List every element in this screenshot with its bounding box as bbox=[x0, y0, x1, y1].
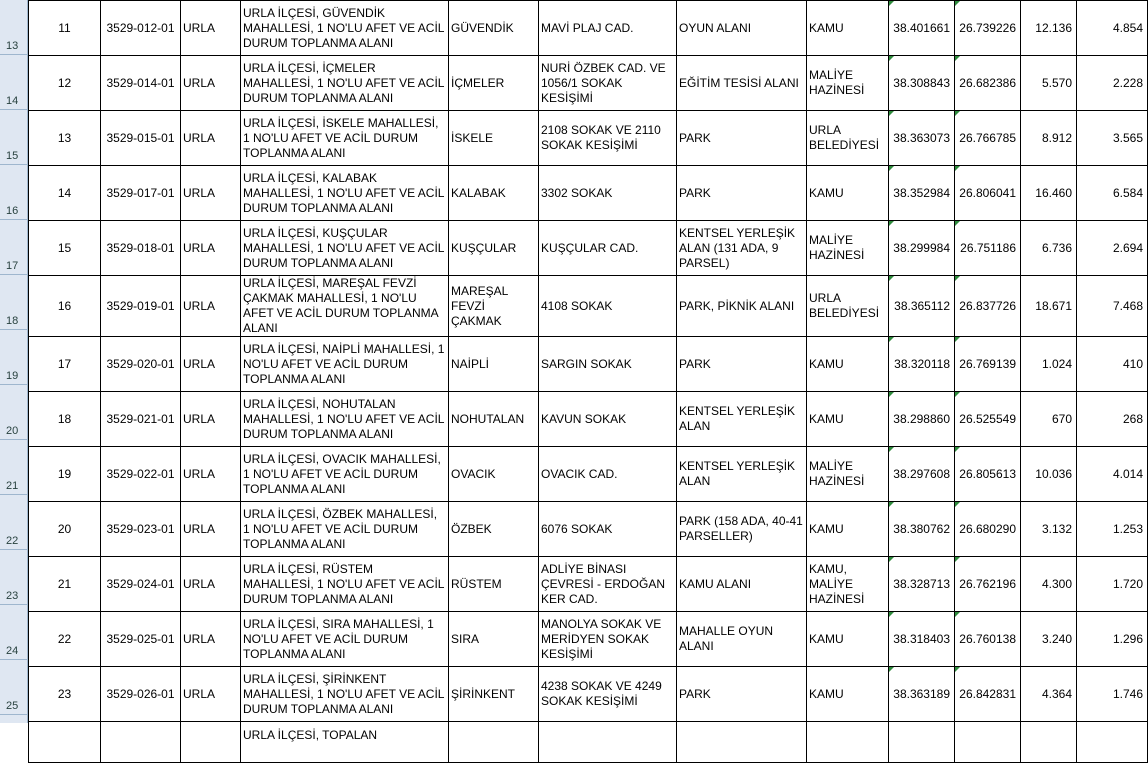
cell-neighborhood[interactable]: MAREŞAL FEVZİ ÇAKMAK bbox=[449, 276, 539, 337]
row-number: 20 bbox=[6, 425, 19, 437]
cell-owner[interactable]: KAMU bbox=[807, 612, 889, 667]
cell-no[interactable]: 14 bbox=[29, 166, 101, 221]
cell-longitude[interactable]: 26.760138 bbox=[955, 612, 1021, 667]
cell-latitude[interactable]: 38.380762 bbox=[889, 502, 955, 557]
cell-capacity[interactable]: 2.228 bbox=[1077, 56, 1148, 111]
cell-district[interactable]: URLA bbox=[181, 447, 241, 502]
cell-owner[interactable]: MALİYE HAZİNESİ bbox=[807, 56, 889, 111]
cell-name[interactable]: URLA İLÇESİ, GÜVENDİK MAHALLESİ, 1 NO'LU AFET VE ACİL DURUM TOPLANMA ALANI bbox=[241, 1, 449, 56]
cell-latitude[interactable]: 38.363189 bbox=[889, 667, 955, 722]
row-header[interactable] bbox=[0, 330, 27, 385]
cell-address[interactable]: KUŞÇULAR CAD. bbox=[539, 221, 677, 276]
cell-area[interactable]: 10.036 bbox=[1021, 447, 1077, 502]
cell-district[interactable]: URLA bbox=[181, 392, 241, 447]
cell-neighborhood[interactable]: İÇMELER bbox=[449, 56, 539, 111]
cell-capacity[interactable]: 4.854 bbox=[1077, 1, 1148, 56]
cell-longitude[interactable]: 26.842831 bbox=[955, 667, 1021, 722]
cell-neighborhood[interactable]: NAİPLİ bbox=[449, 337, 539, 392]
cell-neighborhood[interactable]: NOHUTALAN bbox=[449, 392, 539, 447]
cell-longitude[interactable]: 26.682386 bbox=[955, 56, 1021, 111]
cell-no[interactable]: 13 bbox=[29, 111, 101, 166]
cell-type[interactable]: MAHALLE OYUN ALANI bbox=[677, 612, 807, 667]
cell-district[interactable]: URLA bbox=[181, 276, 241, 337]
cell-capacity[interactable]: 1.746 bbox=[1077, 667, 1148, 722]
cell-code[interactable]: 3529-012-01 bbox=[101, 1, 181, 56]
row-number: 14 bbox=[6, 95, 19, 107]
cell-owner[interactable]: KAMU bbox=[807, 1, 889, 56]
cell-latitude[interactable]: 38.308843 bbox=[889, 56, 955, 111]
cell-code[interactable]: 3529-025-01 bbox=[101, 612, 181, 667]
cell-longitude[interactable]: 26.525549 bbox=[955, 392, 1021, 447]
cell-capacity[interactable]: 3.565 bbox=[1077, 111, 1148, 166]
cell-owner[interactable]: KAMU, MALİYE HAZİNESİ bbox=[807, 557, 889, 612]
cell-code[interactable]: 3529-021-01 bbox=[101, 392, 181, 447]
row-number: 16 bbox=[6, 205, 19, 217]
cell-owner[interactable]: MALİYE HAZİNESİ bbox=[807, 447, 889, 502]
cell-capacity[interactable]: 2.694 bbox=[1077, 221, 1148, 276]
cell-neighborhood[interactable]: OVACIK bbox=[449, 447, 539, 502]
cell-type[interactable]: PARK, PİKNİK ALANI bbox=[677, 276, 807, 337]
cell-code[interactable]: 3529-014-01 bbox=[101, 56, 181, 111]
cell-neighborhood[interactable]: GÜVENDİK bbox=[449, 1, 539, 56]
cell-area[interactable]: 16.460 bbox=[1021, 166, 1077, 221]
row-header[interactable] bbox=[0, 660, 27, 715]
cell-latitude[interactable]: 38.328713 bbox=[889, 557, 955, 612]
cell-neighborhood[interactable]: SIRA bbox=[449, 612, 539, 667]
row-header[interactable] bbox=[0, 220, 27, 275]
cell-owner[interactable] bbox=[807, 722, 889, 763]
row-header[interactable] bbox=[0, 605, 27, 660]
row-number: 22 bbox=[6, 535, 19, 547]
row-number: 24 bbox=[6, 645, 19, 657]
cell-district[interactable]: URLA bbox=[181, 557, 241, 612]
cell-neighborhood[interactable]: KALABAK bbox=[449, 166, 539, 221]
cell-owner[interactable]: URLA BELEDİYESİ bbox=[807, 276, 889, 337]
cell-district[interactable]: URLA bbox=[181, 56, 241, 111]
cell-code[interactable]: 3529-019-01 bbox=[101, 276, 181, 337]
row-number: 18 bbox=[6, 315, 19, 327]
cell-type[interactable]: PARK bbox=[677, 111, 807, 166]
cell-type[interactable]: KAMU ALANI bbox=[677, 557, 807, 612]
cell-latitude[interactable]: 38.365112 bbox=[889, 276, 955, 337]
cell-type[interactable]: KENTSEL YERLEŞİK ALAN (131 ADA, 9 PARSEL) bbox=[677, 221, 807, 276]
cell-district[interactable]: URLA bbox=[181, 612, 241, 667]
cell-latitude[interactable]: 38.298860 bbox=[889, 392, 955, 447]
cell-code[interactable]: 3529-015-01 bbox=[101, 111, 181, 166]
cell-district[interactable] bbox=[181, 722, 241, 763]
cell-address[interactable]: ADLİYE BİNASI ÇEVRESİ - ERDOĞAN KER CAD. bbox=[539, 557, 677, 612]
cell-latitude[interactable]: 38.297608 bbox=[889, 447, 955, 502]
table-row bbox=[29, 276, 1148, 337]
cell-neighborhood[interactable]: RÜSTEM bbox=[449, 557, 539, 612]
cell-code[interactable] bbox=[101, 722, 181, 763]
cell-owner[interactable]: MALİYE HAZİNESİ bbox=[807, 221, 889, 276]
row-header[interactable] bbox=[0, 110, 27, 165]
cell-owner[interactable]: KAMU bbox=[807, 667, 889, 722]
cell-latitude[interactable]: 38.363073 bbox=[889, 111, 955, 166]
cell-owner[interactable]: KAMU bbox=[807, 337, 889, 392]
cell-type[interactable] bbox=[677, 722, 807, 763]
cell-type[interactable]: PARK bbox=[677, 166, 807, 221]
table-row bbox=[29, 502, 1148, 557]
cell-capacity[interactable]: 1.253 bbox=[1077, 502, 1148, 557]
cell-longitude[interactable] bbox=[955, 722, 1021, 763]
cell-address[interactable]: 4238 SOKAK VE 4249 SOKAK KESİŞİMİ bbox=[539, 667, 677, 722]
table-row bbox=[29, 337, 1148, 392]
cell-no[interactable]: 21 bbox=[29, 557, 101, 612]
cell-type[interactable]: PARK bbox=[677, 337, 807, 392]
cell-no[interactable]: 18 bbox=[29, 392, 101, 447]
cell-latitude[interactable]: 38.352984 bbox=[889, 166, 955, 221]
cell-type[interactable]: KENTSEL YERLEŞİK ALAN bbox=[677, 392, 807, 447]
cell-name[interactable]: URLA İLÇESİ, ÖZBEK MAHALLESİ, 1 NO'LU AFET VE ACİL DURUM TOPLANMA ALANI bbox=[241, 502, 449, 557]
cell-no[interactable]: 15 bbox=[29, 221, 101, 276]
cell-name[interactable]: URLA İLÇESİ, SIRA MAHALLESİ, 1 NO'LU AFET VE ACİL DURUM TOPLANMA ALANI bbox=[241, 612, 449, 667]
row-header[interactable] bbox=[0, 385, 27, 440]
cell-latitude[interactable]: 38.401661 bbox=[889, 1, 955, 56]
cell-capacity[interactable] bbox=[1077, 722, 1148, 763]
row-number: 25 bbox=[6, 700, 19, 712]
row-headers bbox=[0, 0, 28, 723]
cell-longitude[interactable]: 26.805613 bbox=[955, 447, 1021, 502]
spreadsheet-grid bbox=[28, 0, 1147, 742]
cell-area[interactable]: 4.300 bbox=[1021, 557, 1077, 612]
cell-longitude[interactable]: 26.837726 bbox=[955, 276, 1021, 337]
cell-owner[interactable]: KAMU bbox=[807, 166, 889, 221]
cell-neighborhood[interactable]: ÖZBEK bbox=[449, 502, 539, 557]
cell-district[interactable]: URLA bbox=[181, 667, 241, 722]
cell-name[interactable]: URLA İLÇESİ, RÜSTEM MAHALLESİ, 1 NO'LU AFET VE ACİL DURUM TOPLANMA ALANI bbox=[241, 557, 449, 612]
cell-area[interactable]: 3.132 bbox=[1021, 502, 1077, 557]
cell-longitude[interactable]: 26.739226 bbox=[955, 1, 1021, 56]
cell-area[interactable]: 8.912 bbox=[1021, 111, 1077, 166]
cell-address[interactable]: OVACIK CAD. bbox=[539, 447, 677, 502]
cell-no[interactable]: 19 bbox=[29, 447, 101, 502]
cell-district[interactable]: URLA bbox=[181, 502, 241, 557]
cell-neighborhood[interactable]: İSKELE bbox=[449, 111, 539, 166]
cell-name[interactable]: URLA İLÇESİ, NOHUTALAN MAHALLESİ, 1 NO'LU AFET VE ACİL DURUM TOPLANMA ALANI bbox=[241, 392, 449, 447]
cell-owner[interactable]: KAMU bbox=[807, 502, 889, 557]
cell-neighborhood[interactable]: ŞİRİNKENT bbox=[449, 667, 539, 722]
table-row bbox=[29, 447, 1148, 502]
table-row bbox=[29, 557, 1148, 612]
row-header[interactable] bbox=[0, 165, 27, 220]
table-row bbox=[29, 392, 1148, 447]
cell-address[interactable]: MANOLYA SOKAK VE MERİDYEN SOKAK KESİŞİMİ bbox=[539, 612, 677, 667]
cell-area[interactable] bbox=[1021, 722, 1077, 763]
cell-code[interactable]: 3529-024-01 bbox=[101, 557, 181, 612]
cell-owner[interactable]: KAMU bbox=[807, 392, 889, 447]
cell-code[interactable]: 3529-017-01 bbox=[101, 166, 181, 221]
row-number: 23 bbox=[6, 590, 19, 602]
row-number: 21 bbox=[6, 480, 19, 492]
cell-no[interactable]: 20 bbox=[29, 502, 101, 557]
cell-area[interactable]: 5.570 bbox=[1021, 56, 1077, 111]
cell-address[interactable]: NURİ ÖZBEK CAD. VE 1056/1 SOKAK KESİŞİMİ bbox=[539, 56, 677, 111]
row-number: 17 bbox=[6, 260, 19, 272]
cell-area[interactable]: 12.136 bbox=[1021, 1, 1077, 56]
row-number: 13 bbox=[6, 40, 19, 52]
cell-type[interactable]: EĞİTİM TESİSİ ALANI bbox=[677, 56, 807, 111]
row-header[interactable] bbox=[0, 0, 27, 55]
cell-no[interactable] bbox=[29, 722, 101, 763]
table-row-partial bbox=[29, 722, 1148, 763]
cell-type[interactable]: KENTSEL YERLEŞİK ALAN bbox=[677, 447, 807, 502]
table-row bbox=[29, 612, 1148, 667]
cell-capacity[interactable]: 1.296 bbox=[1077, 612, 1148, 667]
cell-capacity[interactable]: 6.584 bbox=[1077, 166, 1148, 221]
cell-name[interactable]: URLA İLÇESİ, İÇMELER MAHALLESİ, 1 NO'LU AFET VE ACİL DURUM TOPLANMA ALANI bbox=[241, 56, 449, 111]
partial-row-name: URLA İLÇESİ, TOPALAN bbox=[243, 728, 378, 742]
row-header[interactable] bbox=[0, 495, 27, 550]
cell-address[interactable]: 2108 SOKAK VE 2110 SOKAK KESİŞİMİ bbox=[539, 111, 677, 166]
table-row bbox=[29, 221, 1148, 276]
cell-code[interactable]: 3529-018-01 bbox=[101, 221, 181, 276]
cell-latitude[interactable]: 38.299984 bbox=[889, 221, 955, 276]
cell-name[interactable]: URLA İLÇESİ, İSKELE MAHALLESİ, 1 NO'LU AFET VE ACİL DURUM TOPLANMA ALANI bbox=[241, 111, 449, 166]
cell-longitude[interactable]: 26.769139 bbox=[955, 337, 1021, 392]
cell-no[interactable]: 22 bbox=[29, 612, 101, 667]
cell-type[interactable]: PARK bbox=[677, 667, 807, 722]
table-row bbox=[29, 166, 1148, 221]
cell-capacity[interactable]: 7.468 bbox=[1077, 276, 1148, 337]
table-row bbox=[29, 667, 1148, 722]
cell-district[interactable]: URLA bbox=[181, 1, 241, 56]
cell-no[interactable]: 16 bbox=[29, 276, 101, 337]
cell-latitude[interactable] bbox=[889, 722, 955, 763]
table-row bbox=[29, 56, 1148, 111]
cell-no[interactable]: 12 bbox=[29, 56, 101, 111]
table-row bbox=[29, 1, 1148, 56]
cell-neighborhood[interactable] bbox=[449, 722, 539, 763]
cell-no[interactable]: 17 bbox=[29, 337, 101, 392]
row-header[interactable] bbox=[0, 55, 27, 110]
cell-no[interactable]: 11 bbox=[29, 1, 101, 56]
cell-name[interactable]: URLA İLÇESİ, MAREŞAL FEVZİ ÇAKMAK MAHALLESİ, 1 NO'LU AFET VE ACİL DURUM TOPLANMA ALANI bbox=[241, 276, 449, 337]
cell-name[interactable] bbox=[241, 722, 449, 763]
cell-owner[interactable]: URLA BELEDİYESİ bbox=[807, 111, 889, 166]
row-number: 15 bbox=[6, 150, 19, 162]
cell-type[interactable]: OYUN ALANI bbox=[677, 1, 807, 56]
cell-district[interactable]: URLA bbox=[181, 337, 241, 392]
cell-latitude[interactable]: 38.320118 bbox=[889, 337, 955, 392]
cell-district[interactable]: URLA bbox=[181, 166, 241, 221]
row-number: 19 bbox=[6, 370, 19, 382]
cell-area[interactable]: 1.024 bbox=[1021, 337, 1077, 392]
cell-area[interactable]: 670 bbox=[1021, 392, 1077, 447]
row-header[interactable] bbox=[0, 440, 27, 495]
cell-area[interactable]: 18.671 bbox=[1021, 276, 1077, 337]
cell-capacity[interactable]: 410 bbox=[1077, 337, 1148, 392]
cell-name[interactable]: URLA İLÇESİ, KUŞÇULAR MAHALLESİ, 1 NO'LU AFET VE ACİL DURUM TOPLANMA ALANI bbox=[241, 221, 449, 276]
cell-longitude[interactable]: 26.751186 bbox=[955, 221, 1021, 276]
cell-address[interactable]: MAVİ PLAJ CAD. bbox=[539, 1, 677, 56]
cell-area[interactable]: 6.736 bbox=[1021, 221, 1077, 276]
cell-address[interactable]: SARGIN SOKAK bbox=[539, 337, 677, 392]
cell-district[interactable]: URLA bbox=[181, 221, 241, 276]
cell-name[interactable]: URLA İLÇESİ, KALABAK MAHALLESİ, 1 NO'LU AFET VE ACİL DURUM TOPLANMA ALANI bbox=[241, 166, 449, 221]
cell-address[interactable] bbox=[539, 722, 677, 763]
cell-address[interactable]: 3302 SOKAK bbox=[539, 166, 677, 221]
cell-code[interactable]: 3529-026-01 bbox=[101, 667, 181, 722]
row-header[interactable] bbox=[0, 550, 27, 605]
cell-capacity[interactable]: 4.014 bbox=[1077, 447, 1148, 502]
cell-type[interactable]: PARK (158 ADA, 40-41 PARSELLER) bbox=[677, 502, 807, 557]
cell-capacity[interactable]: 1.720 bbox=[1077, 557, 1148, 612]
cell-latitude[interactable]: 38.318403 bbox=[889, 612, 955, 667]
cell-capacity[interactable]: 268 bbox=[1077, 392, 1148, 447]
cell-name[interactable]: URLA İLÇESİ, OVACIK MAHALLESİ, 1 NO'LU AFET VE ACİL DURUM TOPLANMA ALANI bbox=[241, 447, 449, 502]
cell-longitude[interactable]: 26.806041 bbox=[955, 166, 1021, 221]
cell-name[interactable]: URLA İLÇESİ, ŞİRİNKENT MAHALLESİ, 1 NO'LU AFET VE ACİL DURUM TOPLANMA ALANI bbox=[241, 667, 449, 722]
table-row bbox=[29, 111, 1148, 166]
row-header[interactable] bbox=[0, 275, 27, 330]
cell-name[interactable]: URLA İLÇESİ, NAİPLİ MAHALLESİ, 1 NO'LU AFET VE ACİL DURUM TOPLANMA ALANI bbox=[241, 337, 449, 392]
cell-code[interactable]: 3529-023-01 bbox=[101, 502, 181, 557]
cell-longitude[interactable]: 26.762196 bbox=[955, 557, 1021, 612]
table-body bbox=[29, 1, 1148, 763]
cell-area[interactable]: 3.240 bbox=[1021, 612, 1077, 667]
cell-longitude[interactable]: 26.766785 bbox=[955, 111, 1021, 166]
cell-address[interactable]: 6076 SOKAK bbox=[539, 502, 677, 557]
cell-code[interactable]: 3529-020-01 bbox=[101, 337, 181, 392]
cell-address[interactable]: KAVUN SOKAK bbox=[539, 392, 677, 447]
data-table bbox=[28, 0, 1148, 763]
cell-no[interactable]: 23 bbox=[29, 667, 101, 722]
cell-neighborhood[interactable]: KUŞÇULAR bbox=[449, 221, 539, 276]
cell-district[interactable]: URLA bbox=[181, 111, 241, 166]
cell-address[interactable]: 4108 SOKAK bbox=[539, 276, 677, 337]
cell-area[interactable]: 4.364 bbox=[1021, 667, 1077, 722]
cell-longitude[interactable]: 26.680290 bbox=[955, 502, 1021, 557]
cell-code[interactable]: 3529-022-01 bbox=[101, 447, 181, 502]
